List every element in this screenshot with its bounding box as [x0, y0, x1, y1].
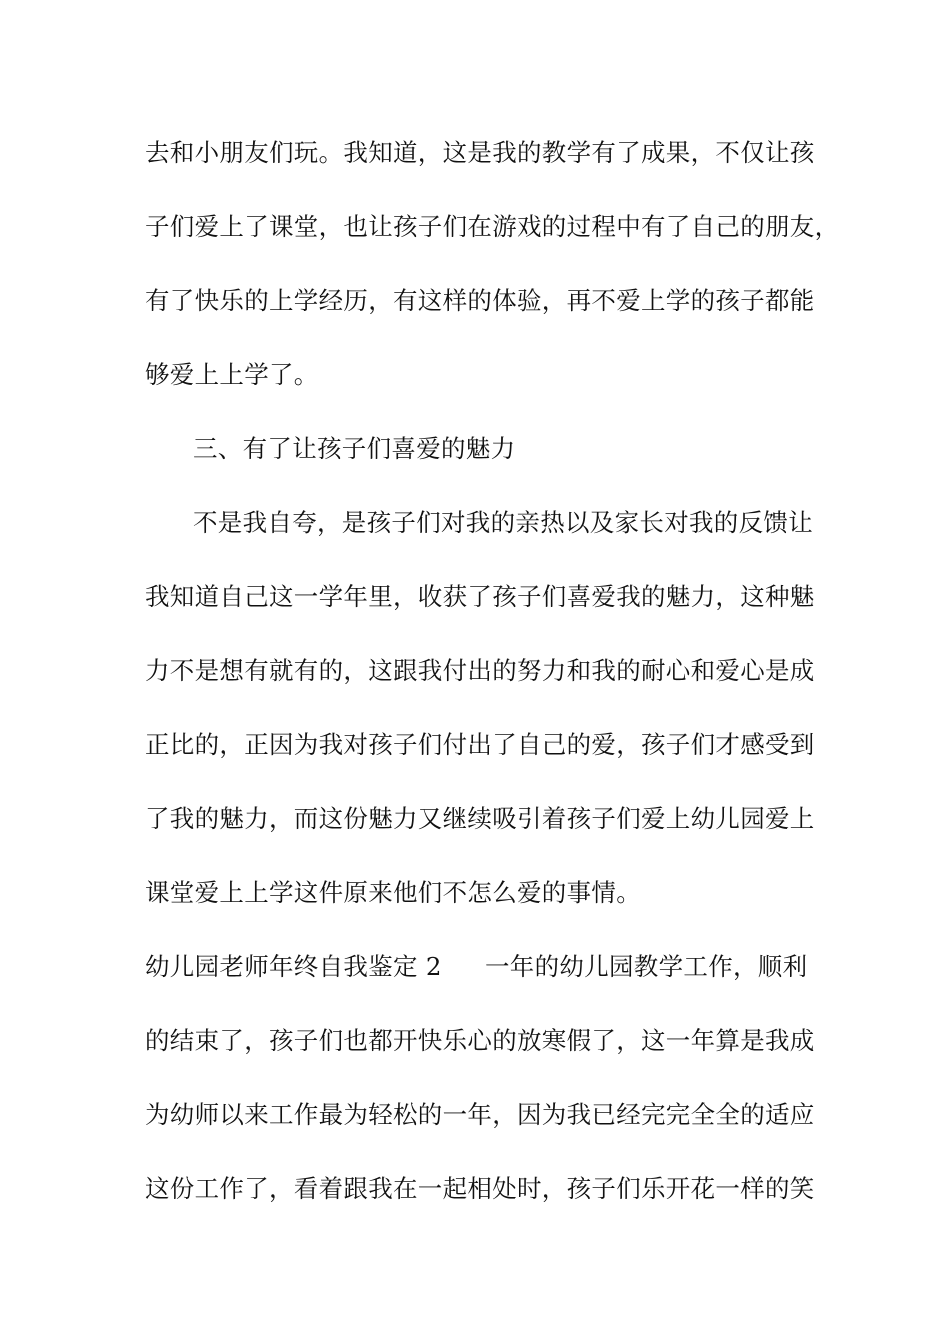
paragraph-line-10: 课堂爱上上学这件原来他们不怎么爱的事情。 [145, 878, 641, 907]
section2-first-line [145, 950, 825, 984]
section2-line-2: 的结束了，孩子们也都开快乐心的放寒假了，这一年算是我成 [145, 1026, 815, 1055]
paragraph-line-9: 了我的魅力，而这份魅力又继续吸引着孩子们爱上幼儿园爱上 [145, 804, 815, 833]
paragraph-line-4: 够爱上上学了。 [145, 360, 319, 389]
section2-line-3: 为幼师以来工作最为轻松的一年，因为我已经完完全全的适应 [145, 1100, 815, 1129]
paragraph-line-2: 子们爱上了课堂，也让孩子们在游戏的过程中有了自己的朋友， [145, 212, 840, 241]
paragraph-line-6: 我知道自己这一学年里，收获了孩子们喜爱我的魅力，这种魅 [145, 582, 815, 611]
paragraph-line-3: 有了快乐的上学经历，有这样的体验，再不爱上学的孩子都能 [145, 286, 815, 315]
paragraph-line-7: 力不是想有就有的，这跟我付出的努力和我的耐心和爱心是成 [145, 656, 815, 685]
section2-first-line-tail: 一年的幼儿园教学工作，顺利 [485, 952, 808, 981]
paragraph-line-1: 去和小朋友们玩。我知道，这是我的教学有了成果，不仅让孩 [145, 138, 815, 167]
section-heading: 三、有了让孩子们喜爱的魅力 [193, 434, 516, 463]
paragraph-line-5: 不是我自夸，是孩子们对我的亲热以及家长对我的反馈让 [193, 508, 813, 537]
paragraph-line-8: 正比的，正因为我对孩子们付出了自己的爱，孩子们才感受到 [145, 730, 815, 759]
section2-title: 幼儿园老师年终自我鉴定 2 [145, 952, 442, 981]
section2-line-4: 这份工作了，看着跟我在一起相处时，孩子们乐开花一样的笑 [145, 1174, 815, 1203]
